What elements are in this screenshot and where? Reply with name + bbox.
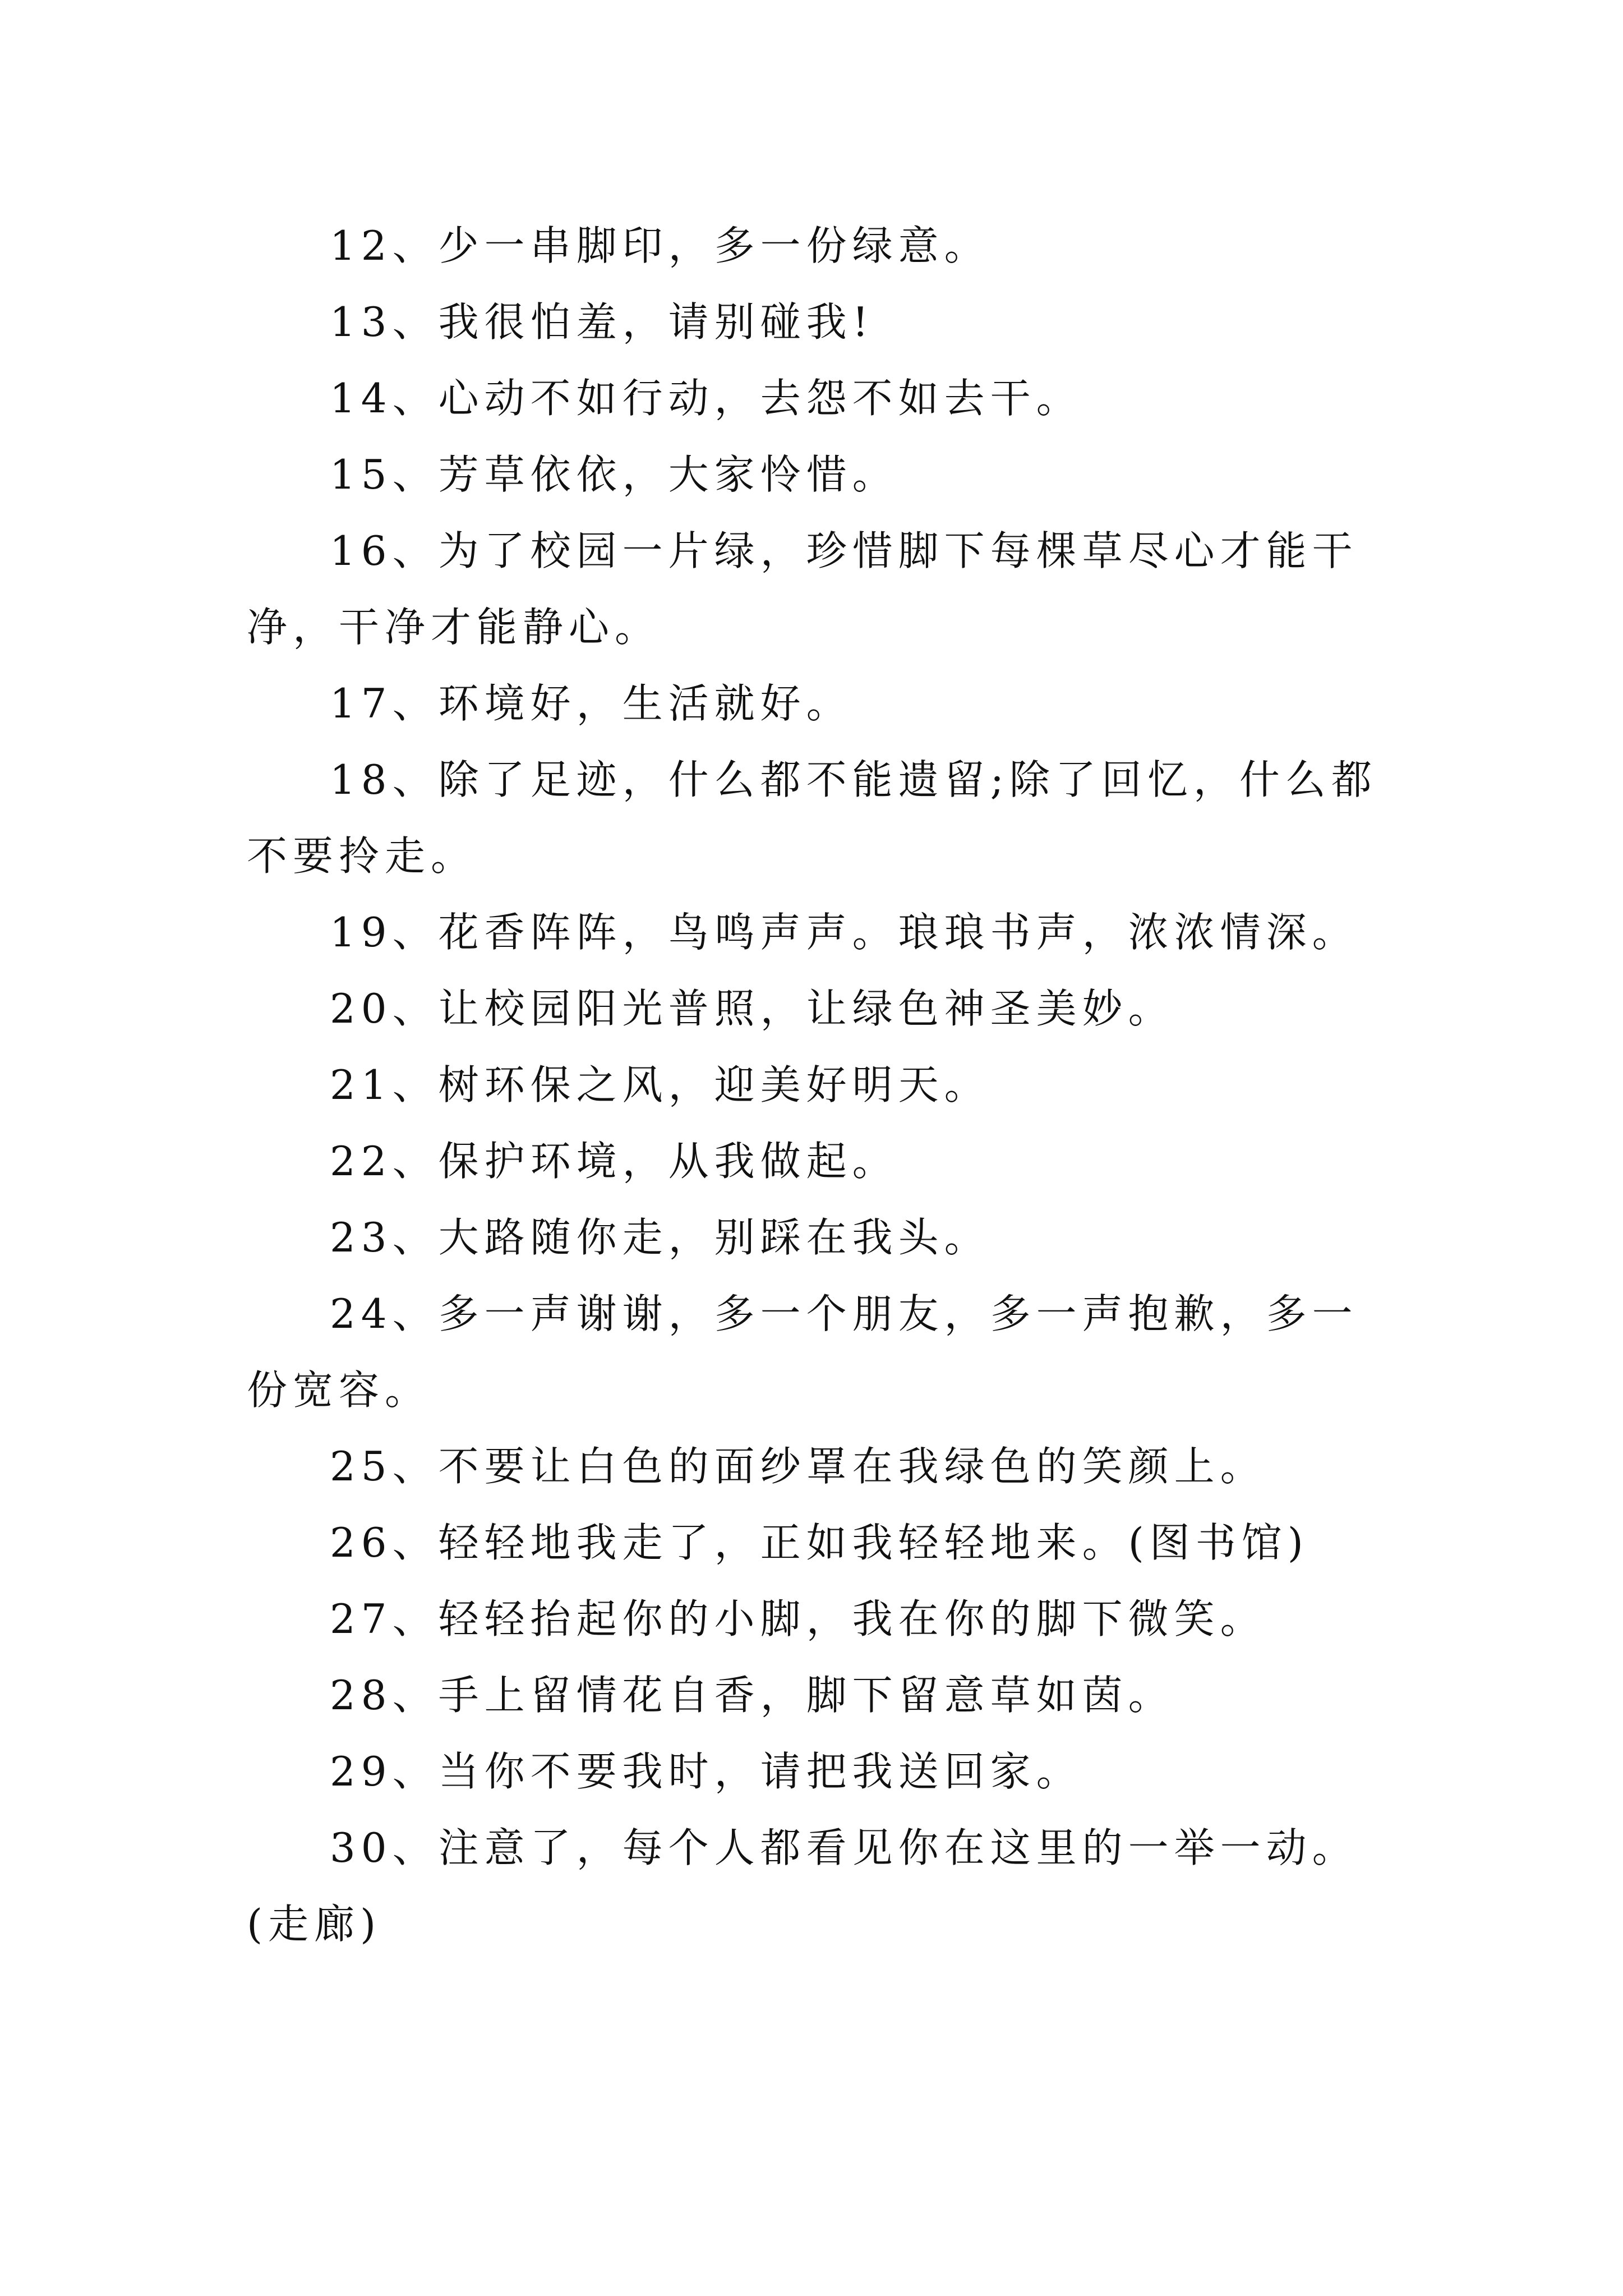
slogan-item: 15、芳草依依，大家怜惜。: [330, 451, 898, 498]
slogan-item: 22、保护环境，从我做起。: [330, 1138, 898, 1185]
slogan-item: 28、手上留情花自香，脚下留意草如茵。: [330, 1672, 1174, 1719]
slogan-item: 24、多一声谢谢，多一个朋友，多一声抱歉，多一份宽容。: [247, 1290, 1358, 1414]
slogan-item: 21、树环保之风，迎美好明天。: [330, 1061, 990, 1108]
slogan-item: 14、心动不如行动，去怨不如去干。: [330, 375, 1082, 422]
slogan-item: 25、不要让白色的面纱罩在我绿色的笑颜上。: [330, 1443, 1266, 1490]
slogan-item: 16、为了校园一片绿，珍惜脚下每棵草尽心才能干净，干净才能静心。: [247, 527, 1358, 651]
slogan-item: 26、轻轻地我走了，正如我轻轻地来。(图书馆): [330, 1519, 1309, 1566]
slogan-item: 27、轻轻抬起你的小脚，我在你的脚下微笑。: [330, 1595, 1266, 1642]
slogan-item: 30、注意了，每个人都看见你在这里的一举一动。(走廊): [247, 1824, 1358, 1948]
slogan-item: 29、当你不要我时，请把我送回家。: [330, 1748, 1082, 1795]
slogan-item: 13、我很怕羞，请别碰我!: [330, 298, 874, 346]
slogan-item: 20、让校园阳光普照，让绿色神圣美妙。: [330, 985, 1174, 1032]
slogan-item: 12、少一串脚印，多一份绿意。: [330, 222, 990, 269]
slogan-item: 23、大路随你走，别踩在我头。: [330, 1214, 990, 1261]
slogan-list: [247, 208, 1391, 1962]
slogan-item: 18、除了足迹，什么都不能遗留;除了回忆，什么都不要拎走。: [247, 756, 1377, 880]
slogan-item: 19、花香阵阵，鸟鸣声声。琅琅书声，浓浓情深。: [330, 909, 1358, 956]
slogan-item: 17、环境好，生活就好。: [330, 680, 852, 727]
